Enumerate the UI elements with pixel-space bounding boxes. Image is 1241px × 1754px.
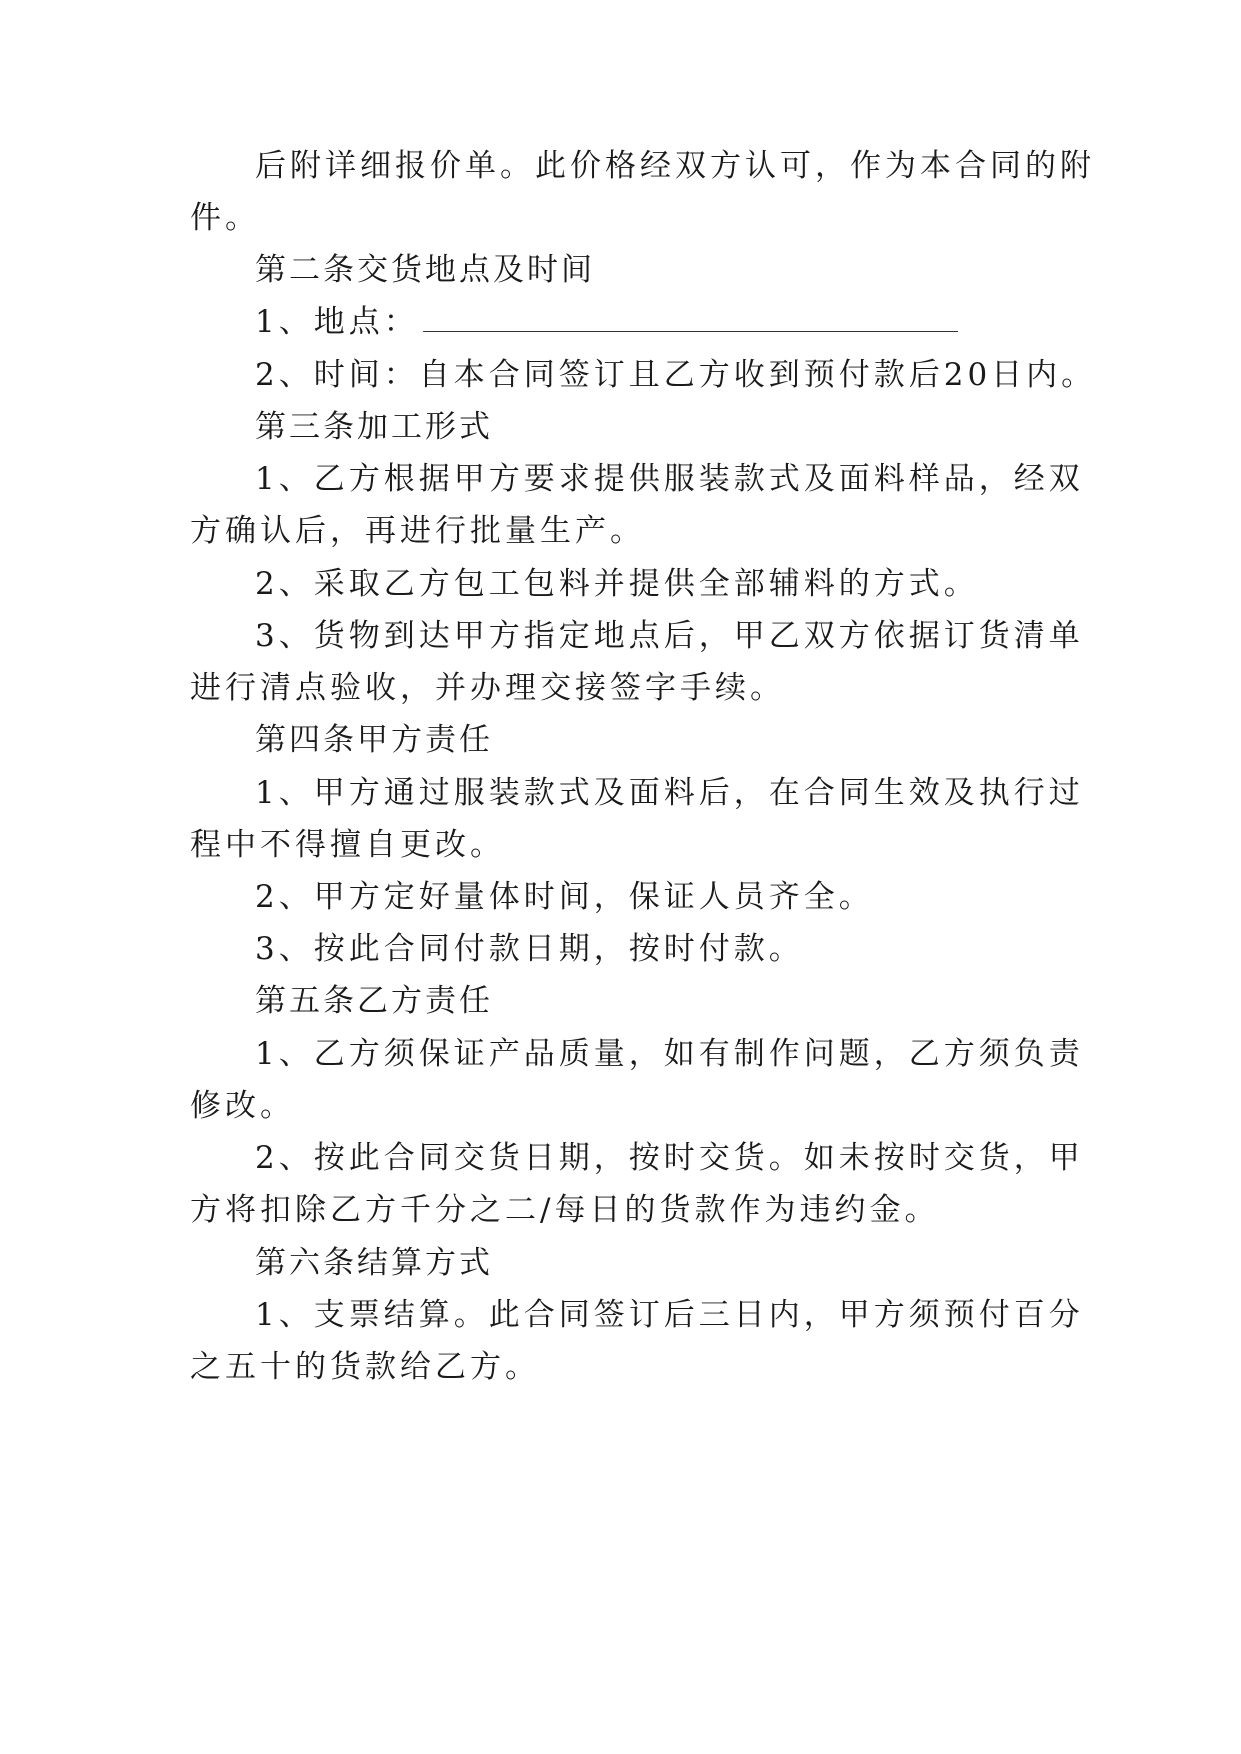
paragraph-line: 2、采取乙方包工包料并提供全部辅料的方式。 xyxy=(255,566,979,602)
paragraph-line: 之五十的货款给乙方。 xyxy=(190,1349,540,1385)
paragraph-line: 后附详细报价单。此价格经双方认可，作为本合同的附 xyxy=(255,148,1095,184)
paragraph-line: 1、乙方根据甲方要求提供服装款式及面料样品，经双 xyxy=(255,461,1084,497)
delivery-location-label: 1、地点： xyxy=(255,304,419,340)
blank-underline xyxy=(423,309,958,332)
paragraph-line: 件。 xyxy=(190,200,260,236)
paragraph-line: 修改。 xyxy=(190,1088,295,1124)
paragraph-line: 1、甲方通过服装款式及面料后，在合同生效及执行过 xyxy=(255,775,1084,811)
paragraph-line: 方确认后，再进行批量生产。 xyxy=(190,513,645,549)
paragraph-line: 程中不得擅自更改。 xyxy=(190,827,505,863)
delivery-time-line: 2、时间：自本合同签订且乙方收到预付款后20日内。 xyxy=(255,357,1097,393)
paragraph-line: 进行清点验收，并办理交接签字手续。 xyxy=(190,670,785,706)
paragraph-line: 1、支票结算。此合同签订后三日内，甲方须预付百分 xyxy=(255,1297,1084,1333)
article-3-heading: 第三条加工形式 xyxy=(255,409,493,445)
paragraph-line: 3、货物到达甲方指定地点后，甲乙双方依据订货清单 xyxy=(255,618,1084,654)
article-2-heading: 第二条交货地点及时间 xyxy=(255,252,595,288)
article-5-heading: 第五条乙方责任 xyxy=(255,983,493,1019)
paragraph-line: 2、甲方定好量体时间，保证人员齐全。 xyxy=(255,879,874,915)
paragraph-line: 2、按此合同交货日期，按时交货。如未按时交货，甲 xyxy=(255,1140,1084,1176)
paragraph-line: 3、按此合同付款日期，按时付款。 xyxy=(255,931,804,967)
delivery-location-line xyxy=(255,302,958,342)
article-6-heading: 第六条结算方式 xyxy=(255,1245,493,1281)
paragraph-line: 方将扣除乙方千分之二/每日的货款作为违约金。 xyxy=(190,1192,940,1228)
article-4-heading: 第四条甲方责任 xyxy=(255,722,493,758)
paragraph-line: 1、乙方须保证产品质量，如有制作问题，乙方须负责 xyxy=(255,1036,1084,1072)
